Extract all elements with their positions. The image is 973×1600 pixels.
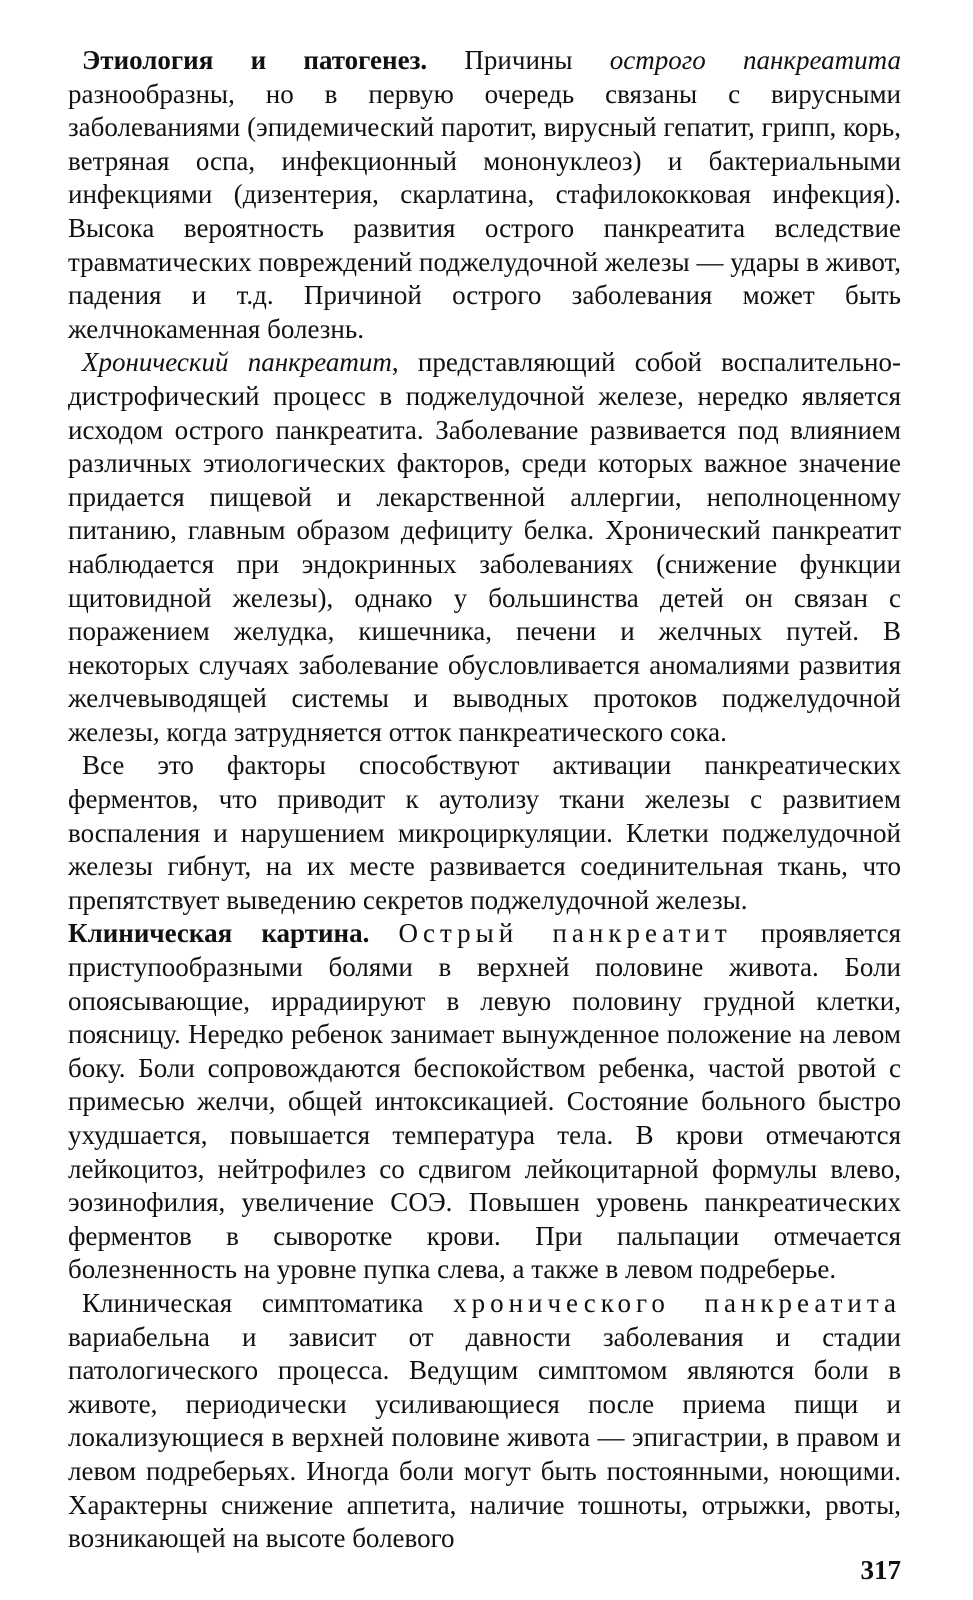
paragraph-text: разнообразны, но в первую очередь связаны с вирусными заболеваниями (эпидемический паротит, вирусный гепатит, грипп, корь, ветряная оспа, инфекционный мононуклеоз) и бактериальными инфекциями (дизентерия, скарлатина, стафилококковая инфекция). Высока вероятность развития острого панкреатита вследствие травматических повреждений поджелудочной железы — удары в живот, падения и т.д. Причиной острого заболевания может быть желчнокаменная болезнь. bbox=[68, 78, 901, 344]
page-number: 317 bbox=[860, 1555, 901, 1585]
spaced-term: Острый панкреатит bbox=[398, 918, 732, 949]
paragraph-etiology bbox=[68, 44, 901, 346]
spaced-term: хронического панкреатита bbox=[453, 1287, 901, 1318]
italic-term: острого панкреатита bbox=[609, 45, 901, 75]
paragraph-clinical bbox=[68, 917, 901, 1287]
paragraph-chronic bbox=[68, 346, 901, 749]
paragraph-text: Все это факторы способствуют активации панкреатических ферментов, что приводит к аутолизу ткани железы с развитием воспаления и нарушением микроциркуляции. Клетки поджелудочной железы гибнут, на их месте развивается соединительная ткань, что препятствует выведению секретов поджелудочной железы. bbox=[68, 750, 901, 915]
paragraph-text: проявляется приступообразными болями в верхней половине живота. Боли опоясывающие, иррадиируют в левую половину грудной клетки, поясницу. Нередко ребенок занимает вынужденное положение на левом боку. Боли сопровождаются беспокойством ребенка, частой рвотой с примесью желчи, общей интоксикацией. Состояние больного быстро ухудшается, повышается температура тела. В крови отмечаются лейкоцитоз, нейтрофилез со сдвигом лейкоцитарной формулы влево, эозинофилия, увеличение СОЭ. Повышен уровень панкреатических ферментов в сыворотке крови. При пальпации отмечается болезненность на уровне пупка слева, а также в левом подреберье. bbox=[68, 918, 901, 1285]
paragraph-text: Клиническая симптоматика bbox=[82, 1287, 454, 1318]
paragraph-chronic-symptoms bbox=[68, 1287, 901, 1556]
italic-term: Хронический панкреатит bbox=[82, 347, 392, 378]
paragraph-text: , представляющий собой воспалительно-дистрофический процесс в поджелудочной железе, нередко является исходом острого панкреатита. Заболевание развивается под влиянием различных этиологических факторов, среди которых важное значение придается пищевой и лекарственной аллергии, неполноценному питанию, главным образом дефициту белка. Хронический панкреатит наблюдается при эндокринных заболеваниях (снижение функции щитовидной железы), однако у большинства детей он связан с поражением желудка, кишечника, печени и желчных путей. В некоторых случаях заболевание обусловливается аномалиями развития желчевыводящей системы и выводных протоков поджелудочной железы, когда затрудняется отток панкреатического сока. bbox=[68, 347, 901, 747]
section-heading-clinical: Клиническая картина. bbox=[68, 918, 370, 949]
paragraph-text: вариабельна и зависит от давности заболевания и стадии патологического процесса. Ведущим симптомом являются боли в животе, периодически усиливающиеся после приема пищи и локализующиеся в верхней половине живота — эпигастрии, в правом и левом подреберьях. Иногда боли могут быть постоянными, ноющими. Характерны снижение аппетита, наличие тошноты, отрыжки, рвоты, возникающей на высоте болевого bbox=[68, 1321, 901, 1554]
paragraph-factors bbox=[68, 749, 901, 917]
paragraph-text: Причины bbox=[427, 45, 610, 75]
section-heading-etiology: Этиология и патогенез. bbox=[82, 45, 428, 75]
